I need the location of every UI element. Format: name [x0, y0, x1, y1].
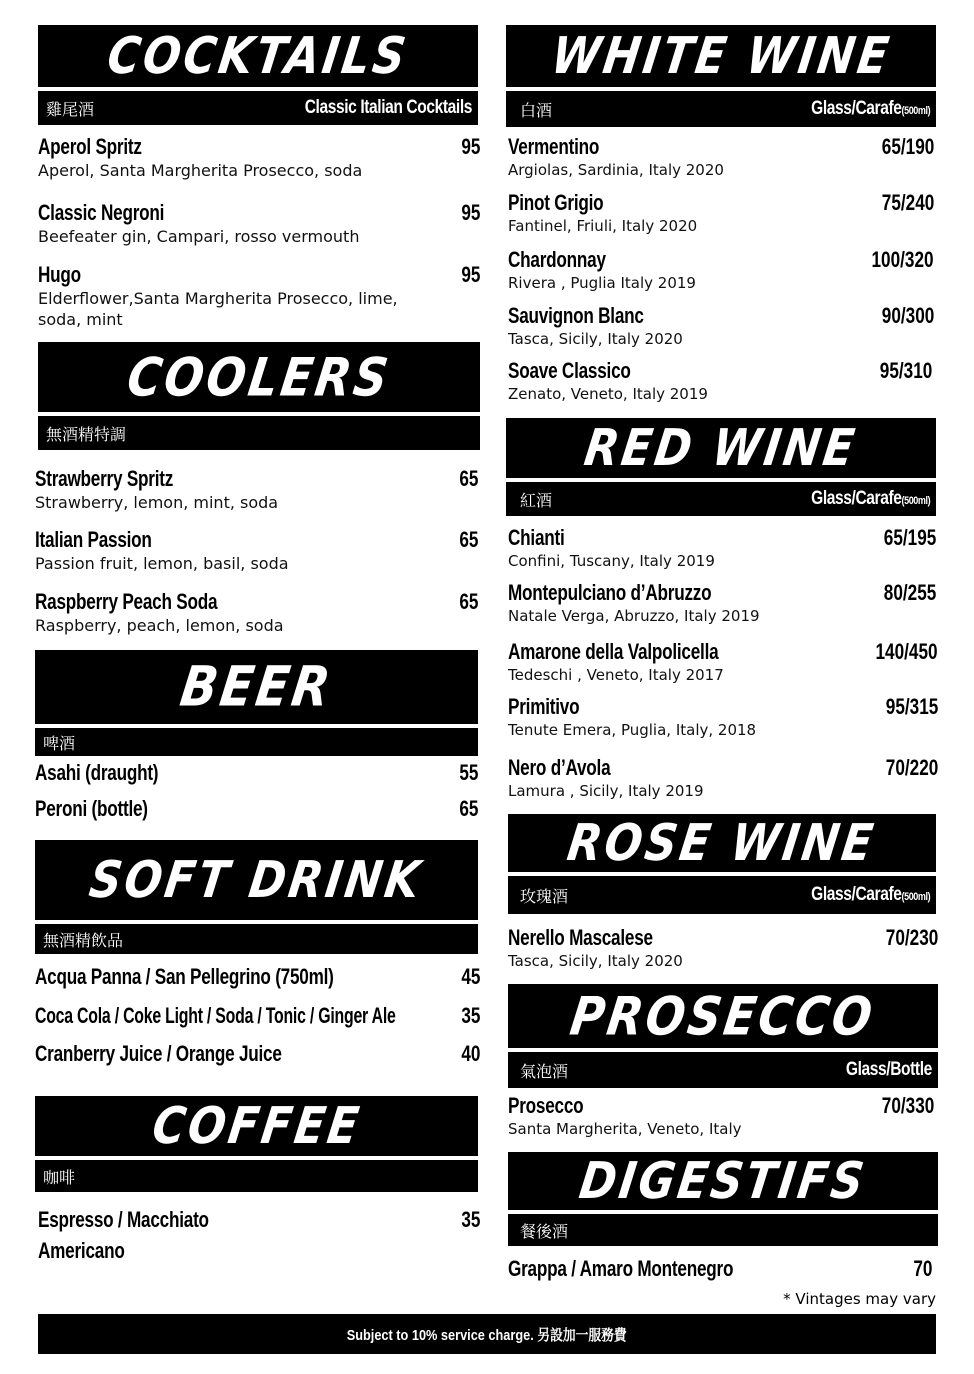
service-charge-text: Subject to 10% service charge. 另設加一服務費: [347, 1326, 627, 1344]
item-price: 95: [460, 262, 480, 287]
cocktails-subtitle: Classic Italian Cocktails: [304, 97, 472, 118]
item-name: Aperol Spritz: [38, 134, 142, 159]
item-description: Fantinel, Friuli, Italy 2020: [508, 217, 698, 235]
digestifs-subbar: [508, 1212, 938, 1246]
item-name: Grappa / Amaro Montenegro: [508, 1256, 734, 1281]
item-name: Nerello Mascalese: [508, 925, 653, 950]
prosecco-banner: [508, 984, 938, 1048]
menu-item: [38, 262, 480, 330]
item-price: 35: [460, 1003, 480, 1028]
item-price: 55: [458, 760, 478, 785]
red-wine-zh-label: 紅酒: [520, 490, 553, 510]
menu-item: [508, 1256, 932, 1282]
rose-wine-subbar: [508, 874, 936, 914]
menu-item: [508, 358, 932, 404]
menu-item: [508, 694, 938, 740]
menu-item: [35, 964, 480, 990]
item-name: Primitivo: [508, 694, 580, 719]
item-price: 95/310: [879, 358, 932, 383]
prosecco-title: PROSECCO: [566, 984, 880, 1048]
red-wine-banner: [506, 418, 936, 478]
prosecco-zh-label: 氣泡酒: [520, 1061, 569, 1081]
item-price: 40: [460, 1041, 480, 1066]
soft-drink-subbar: [35, 922, 478, 954]
item-price: 100/320: [871, 247, 934, 272]
beer-subbar: [35, 726, 478, 756]
menu-item: [35, 1003, 480, 1029]
item-name: Sauvignon Blanc: [508, 303, 644, 328]
item-name: Espresso / Macchiato: [38, 1207, 209, 1232]
item-description: Strawberry, lemon, mint, soda: [35, 493, 279, 512]
item-price: 70/330: [881, 1093, 934, 1118]
red-wine-title: RED WINE: [581, 418, 861, 478]
item-description: Santa Margherita, Veneto, Italy: [508, 1120, 742, 1138]
item-name: Cranberry Juice / Orange Juice: [35, 1041, 282, 1066]
item-name: Strawberry Spritz: [35, 466, 174, 491]
item-name: Italian Passion: [35, 527, 152, 552]
coolers-zh-label: 無酒精特調: [46, 424, 127, 444]
menu-item: [508, 580, 936, 626]
item-description: Tasca, Sicily, Italy 2020: [508, 330, 683, 348]
item-name: Montepulciano d’Abruzzo: [508, 580, 712, 605]
item-description: Argiolas, Sardinia, Italy 2020: [508, 161, 724, 179]
item-description: Raspberry, peach, lemon, soda: [35, 616, 284, 635]
item-price: 95: [460, 134, 480, 159]
item-price: 35: [460, 1207, 480, 1232]
item-price: 65/195: [883, 525, 936, 550]
vintage-note: * Vintages may vary: [783, 1290, 936, 1308]
item-price: 65: [458, 589, 478, 614]
item-description: Tenute Emera, Puglia, Italy, 2018: [508, 721, 757, 739]
menu-item: [508, 134, 934, 180]
coffee-banner: [35, 1096, 478, 1156]
item-price: 70/230: [885, 925, 938, 950]
item-price: 65/190: [881, 134, 934, 159]
item-description: Lamura , Sicily, Italy 2019: [508, 782, 704, 800]
menu-item: [508, 639, 938, 685]
item-price: 70: [912, 1256, 932, 1281]
menu-item: [508, 1093, 934, 1139]
cocktails-title: COCKTAILS: [103, 26, 413, 86]
menu-item: [508, 303, 934, 349]
item-name: Vermentino: [508, 134, 600, 159]
menu-item: [38, 1207, 480, 1233]
rose-wine-zh-label: 玫瑰酒: [520, 886, 569, 906]
item-name: Asahi (draught): [35, 760, 159, 785]
item-price: 140/450: [875, 639, 938, 664]
item-price: 65: [458, 527, 478, 552]
item-price: 65: [458, 466, 478, 491]
white-wine-banner: [506, 25, 936, 87]
item-description: Natale Verga, Abruzzo, Italy 2019: [508, 607, 760, 625]
item-price: 95: [460, 200, 480, 225]
coolers-banner: [38, 342, 480, 412]
beer-banner: [35, 650, 478, 724]
item-name: Chardonnay: [508, 247, 606, 272]
soft-drink-banner: [35, 840, 478, 920]
service-charge-footer: [38, 1314, 936, 1354]
item-name: Americano: [38, 1238, 125, 1263]
menu-item: [508, 190, 934, 236]
coffee-title: COFFEE: [148, 1096, 365, 1156]
item-name: Acqua Panna / San Pellegrino (750ml): [35, 964, 334, 989]
menu-item: [38, 134, 480, 181]
menu-item: [35, 466, 478, 513]
item-name: Raspberry Peach Soda: [35, 589, 218, 614]
soft-drink-title: SOFT DRINK: [86, 850, 427, 910]
item-price: 95/315: [885, 694, 938, 719]
menu-item: [35, 760, 478, 786]
digestifs-title: DIGESTIFS: [575, 1151, 871, 1211]
cocktails-banner: [38, 25, 478, 87]
coffee-subbar: [35, 1158, 478, 1192]
prosecco-subtitle: Glass/Bottle: [846, 1059, 932, 1080]
beer-zh-label: 啤酒: [43, 733, 76, 753]
item-name: Pinot Grigio: [508, 190, 604, 215]
item-name: Coca Cola / Coke Light / Soda / Tonic / Ginger Ale: [35, 1003, 396, 1028]
white-wine-title: WHITE WINE: [547, 26, 895, 86]
item-description: Elderflower,Santa Margherita Prosecco, lime, soda, mint: [38, 289, 398, 329]
digestifs-banner: [508, 1152, 938, 1210]
cocktails-subbar: [38, 89, 478, 125]
white-wine-zh-label: 白酒: [520, 100, 553, 120]
item-name: Classic Negroni: [38, 200, 165, 225]
beer-title: BEER: [176, 654, 337, 720]
item-description: Confini, Tuscany, Italy 2019: [508, 552, 715, 570]
menu-item: [508, 755, 938, 801]
rose-wine-title: ROSE WINE: [564, 813, 880, 873]
item-price: 45: [460, 964, 480, 989]
menu-item: [508, 925, 938, 971]
menu-item: [508, 525, 936, 571]
item-description: Tedeschi , Veneto, Italy 2017: [508, 666, 724, 684]
menu-item: [35, 527, 478, 574]
menu-item: [508, 247, 934, 293]
item-name: Amarone della Valpolicella: [508, 639, 719, 664]
item-description: Rivera , Puglia Italy 2019: [508, 274, 696, 292]
item-price: 80/255: [883, 580, 936, 605]
item-name: Chianti: [508, 525, 565, 550]
white-wine-subtitle: Glass/Carafe(500ml): [810, 98, 930, 119]
item-name: Nero d’Avola: [508, 755, 611, 780]
menu-item: [35, 1041, 480, 1067]
item-description: Aperol, Santa Margherita Prosecco, soda: [38, 161, 363, 180]
menu-item: [35, 589, 478, 636]
digestifs-zh-label: 餐後酒: [520, 1221, 569, 1241]
item-name: Hugo: [38, 262, 81, 287]
item-price: 65: [458, 796, 478, 821]
soft-drink-zh-label: 無酒精飲品: [43, 930, 124, 950]
menu-item: [35, 796, 478, 822]
rose-wine-subtitle: Glass/Carafe(500ml): [810, 884, 930, 905]
item-name: Soave Classico: [508, 358, 631, 383]
item-description: Passion fruit, lemon, basil, soda: [35, 554, 289, 573]
coolers-title: COOLERS: [123, 345, 395, 409]
menu-item: [38, 1238, 480, 1264]
prosecco-subbar: [508, 1050, 938, 1088]
item-price: 70/220: [885, 755, 938, 780]
menu-item: [38, 200, 480, 247]
item-price: 75/240: [881, 190, 934, 215]
item-description: Beefeater gin, Campari, rosso vermouth: [38, 227, 360, 246]
item-name: Peroni (bottle): [35, 796, 148, 821]
red-wine-subtitle: Glass/Carafe(500ml): [810, 488, 930, 509]
rose-wine-banner: [508, 814, 936, 872]
white-wine-subbar: [506, 89, 936, 127]
coffee-zh-label: 咖啡: [43, 1167, 76, 1187]
item-name: Prosecco: [508, 1093, 584, 1118]
item-description: Zenato, Veneto, Italy 2019: [508, 385, 708, 403]
cocktails-zh-label: 雞尾酒: [46, 99, 95, 119]
item-price: 90/300: [881, 303, 934, 328]
coolers-subbar: [38, 414, 480, 450]
item-description: Tasca, Sicily, Italy 2020: [508, 952, 683, 970]
red-wine-subbar: [506, 480, 936, 516]
